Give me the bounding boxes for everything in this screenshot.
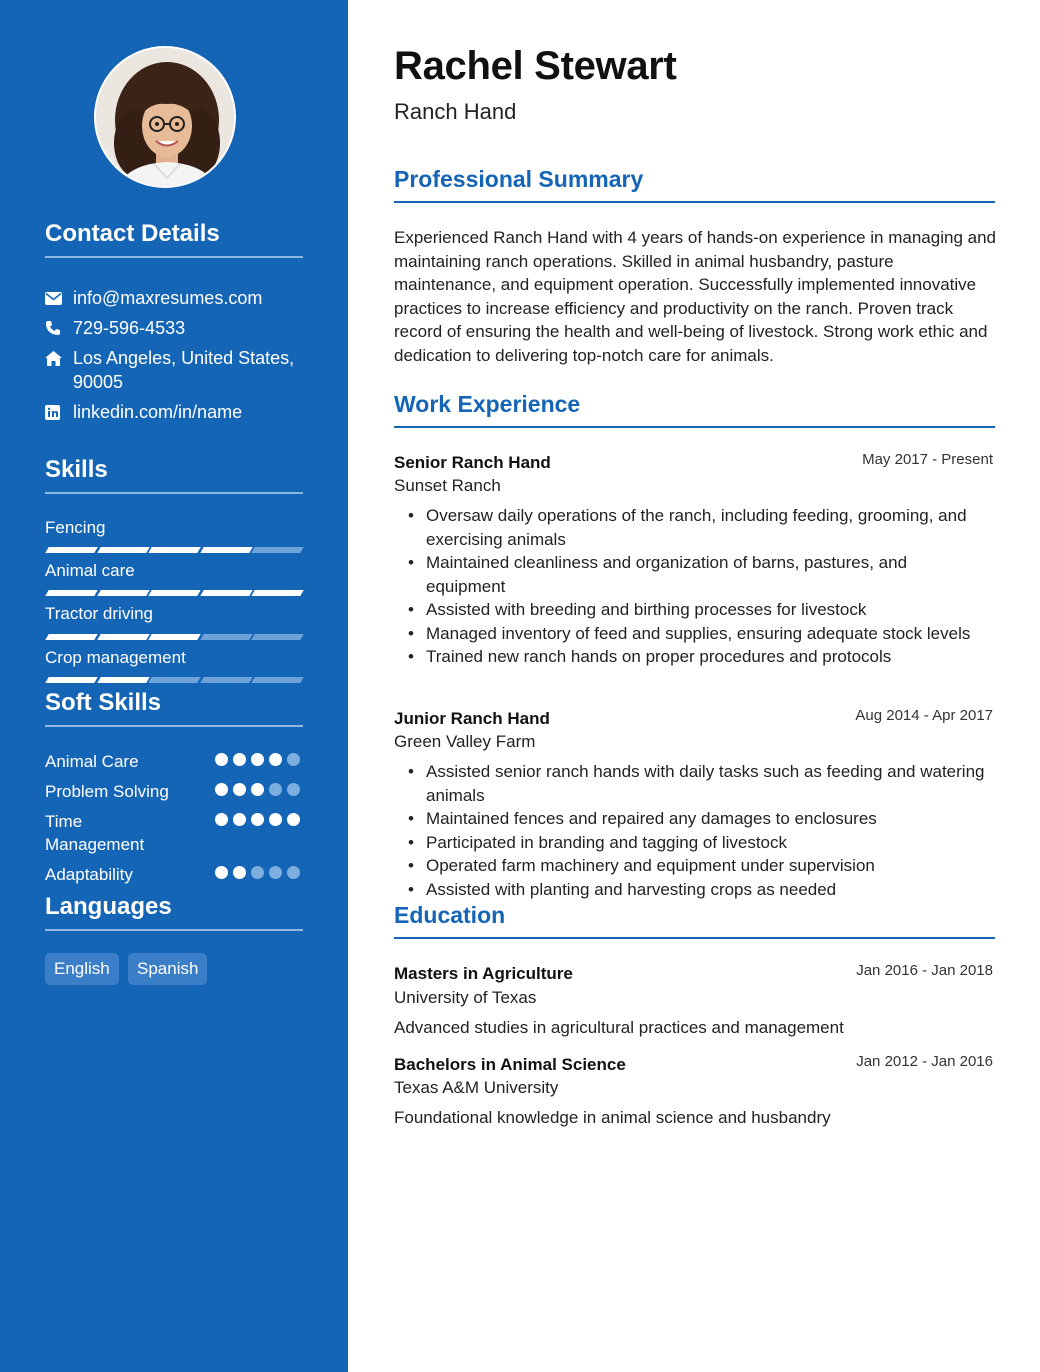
- rating-dot: [233, 753, 246, 766]
- rating-dot: [215, 753, 228, 766]
- rating-dot: [251, 753, 264, 766]
- experience-heading: Work Experience: [394, 391, 581, 417]
- education-dates: Jan 2012 - Jan 2016: [856, 1053, 993, 1070]
- skill-level-segment: [45, 547, 97, 553]
- soft-skills-divider: [45, 725, 303, 727]
- contact-linkedin[interactable]: [45, 400, 303, 424]
- skills-heading: Skills: [45, 456, 108, 483]
- rating-dot: [269, 866, 282, 879]
- job-bullet: • Assisted senior ranch hands with daily tasks such as feeding and watering animals: [408, 760, 988, 807]
- skill-bar: [45, 634, 303, 640]
- degree-title: Bachelors in Animal Science: [394, 1055, 626, 1074]
- skill-label: Crop management: [45, 648, 186, 667]
- job-dates: Aug 2014 - Apr 2017: [855, 707, 993, 724]
- skill-level-segment: [148, 677, 200, 683]
- job-dates: May 2017 - Present: [862, 451, 993, 468]
- skills-divider: [45, 492, 303, 494]
- school-name: Texas A&M University: [394, 1078, 559, 1097]
- degree-title: Masters in Agriculture: [394, 964, 573, 983]
- school-name: University of Texas: [394, 988, 537, 1007]
- education-description: Foundational knowledge in animal science and husbandry: [394, 1108, 831, 1127]
- skill-level-segment: [148, 547, 200, 553]
- job-bullet: • Participated in branding and tagging of livestock: [408, 831, 988, 855]
- job-bullet: • Assisted with planting and harvesting crops as needed: [408, 878, 988, 902]
- summary-text: Experienced Ranch Hand with 4 years of hands-on experience in managing and maintaining ranch operations. Skilled in animal husbandry, pasture maintenance, and equipment operation. Successfully implemented innovative practices to increase efficiency and productivity on the ranch. Proven track record of ensuring the health and well-being of livestock. Strong work ethic and dedication to delivering top-notch care for animals.: [394, 228, 996, 365]
- skill-label: Tractor driving: [45, 604, 154, 623]
- skill-level-segment: [200, 634, 252, 640]
- skill-level-segment: [97, 590, 149, 596]
- contact-phone-text: 729-596-4533: [73, 318, 186, 338]
- skill-level-segment: [45, 590, 97, 596]
- rating-dot: [251, 866, 264, 879]
- soft-skill-rating: [215, 783, 305, 799]
- contact-linkedin-text: linkedin.com/in/name: [73, 402, 243, 422]
- rating-dot: [287, 813, 300, 826]
- profile-photo: [94, 46, 236, 188]
- contact-divider: [45, 256, 303, 258]
- contact-phone[interactable]: [45, 316, 303, 340]
- skill-level-segment: [200, 677, 252, 683]
- rating-dot: [215, 783, 228, 796]
- soft-skill-row: [45, 863, 303, 886]
- rating-dot: [215, 866, 228, 879]
- summary-heading: Professional Summary: [394, 166, 644, 192]
- soft-skill-label: Adaptability: [45, 865, 133, 884]
- skill-level-segment: [251, 547, 303, 553]
- job-company: Sunset Ranch: [394, 476, 501, 495]
- skill-level-segment: [200, 547, 252, 553]
- phone-icon: [45, 316, 73, 340]
- job-title: Junior Ranch Hand: [394, 709, 550, 728]
- contact-address-text: Los Angeles, United States, 90005: [73, 348, 295, 392]
- skill-level-segment: [251, 590, 303, 596]
- job-bullets: [408, 760, 988, 901]
- contact-heading: Contact Details: [45, 220, 220, 247]
- soft-skill-row: [45, 750, 303, 773]
- job-bullet: • Maintained fences and repaired any damages to enclosures: [408, 807, 988, 831]
- language-tag: English: [45, 953, 119, 985]
- rating-dot: [233, 783, 246, 796]
- language-tag: Spanish: [128, 953, 207, 985]
- soft-skill-rating: [215, 813, 305, 829]
- rating-dot: [215, 813, 228, 826]
- job-bullet: • Maintained cleanliness and organization of barns, pastures, and equipment: [408, 551, 988, 598]
- soft-skill-label: Animal Care: [45, 752, 139, 771]
- rating-dot: [269, 783, 282, 796]
- linkedin-icon: [45, 400, 73, 424]
- rating-dot: [251, 783, 264, 796]
- soft-skills-heading: Soft Skills: [45, 689, 162, 716]
- skill-label: Fencing: [45, 518, 106, 537]
- education-divider: [394, 937, 995, 939]
- soft-skill-rating: [215, 866, 305, 882]
- skill-label: Animal care: [45, 561, 135, 580]
- contact-email-text: info@maxresumes.com: [73, 288, 263, 308]
- job-company: Green Valley Farm: [394, 732, 536, 751]
- skill-level-segment: [97, 547, 149, 553]
- rating-dot: [287, 783, 300, 796]
- skill-level-segment: [251, 677, 303, 683]
- rating-dot: [269, 753, 282, 766]
- home-icon: [45, 346, 73, 370]
- skill-bar: [45, 677, 303, 683]
- candidate-title: Ranch Hand: [394, 99, 517, 124]
- languages-heading: Languages: [45, 893, 172, 920]
- rating-dot: [287, 753, 300, 766]
- soft-skill-row: [45, 810, 303, 856]
- job-bullets: [408, 504, 988, 669]
- skill-bar: [45, 547, 303, 553]
- skill-level-segment: [45, 677, 97, 683]
- rating-dot: [251, 813, 264, 826]
- soft-skill-row: [45, 780, 303, 803]
- job-bullet: • Oversaw daily operations of the ranch, including feeding, grooming, and exercising animals: [408, 504, 988, 551]
- skill-bar: [45, 590, 303, 596]
- summary-divider: [394, 201, 995, 203]
- education-description: Advanced studies in agricultural practices and management: [394, 1018, 844, 1037]
- soft-skill-label: Time Management: [45, 812, 145, 854]
- rating-dot: [269, 813, 282, 826]
- email-icon: [45, 286, 73, 310]
- skill-level-segment: [97, 634, 149, 640]
- job-title: Senior Ranch Hand: [394, 453, 551, 472]
- skill-level-segment: [251, 634, 303, 640]
- skill-level-segment: [148, 634, 200, 640]
- job-bullet: • Trained new ranch hands on proper procedures and protocols: [408, 645, 988, 669]
- rating-dot: [287, 866, 300, 879]
- job-bullet: • Assisted with breeding and birthing processes for livestock: [408, 598, 988, 622]
- candidate-name: Rachel Stewart: [394, 44, 677, 88]
- education-dates: Jan 2016 - Jan 2018: [856, 962, 993, 979]
- languages-divider: [45, 929, 303, 931]
- experience-divider: [394, 426, 995, 428]
- contact-address: [45, 346, 303, 394]
- education-heading: Education: [394, 902, 506, 928]
- soft-skill-label: Problem Solving: [45, 782, 169, 801]
- rating-dot: [233, 813, 246, 826]
- skill-level-segment: [200, 590, 252, 596]
- soft-skill-rating: [215, 753, 305, 769]
- skill-level-segment: [97, 677, 149, 683]
- job-bullet: • Managed inventory of feed and supplies, ensuring adequate stock levels: [408, 622, 988, 646]
- skill-level-segment: [148, 590, 200, 596]
- profile-photo-illustration: [96, 48, 236, 188]
- sidebar: [0, 0, 348, 1372]
- job-bullet: • Operated farm machinery and equipment under supervision: [408, 854, 988, 878]
- contact-email[interactable]: [45, 286, 303, 310]
- rating-dot: [233, 866, 246, 879]
- skill-level-segment: [45, 634, 97, 640]
